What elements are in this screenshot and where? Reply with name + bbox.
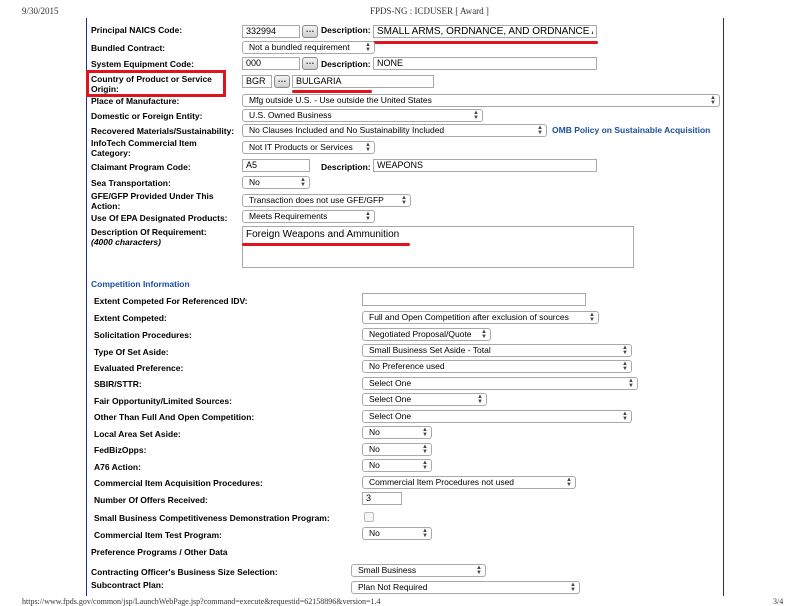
evaluated-preference-select[interactable]: No Preference used ▲ ▼ [362,360,632,373]
chevron-updown-icon: ▲ ▼ [566,477,572,488]
chevron-updown-icon: ▲ ▼ [476,565,482,576]
naics-description-label: Description: [321,25,371,35]
extent-competed-select[interactable]: Full and Open Competition after exclusion of sources ▲ ▼ [362,311,599,324]
place-of-manufacture-label: Place of Manufacture: [91,96,180,106]
system-equipment-description-input[interactable] [373,57,597,70]
bundled-select[interactable]: Not a bundled requirement ▲ ▼ [242,41,375,54]
competition-label: Fair Opportunity/Limited Sources: [94,396,232,406]
business-size-label: Contracting Officer's Business Size Selection: [91,567,278,577]
print-title: FPDS-NG : ICDUSER [ Award ] [370,6,489,16]
omb-policy-link[interactable]: OMB Policy on Sustainable Acquisition [552,125,711,135]
sbir-sttr-select[interactable]: Select One ▲ ▼ [362,377,638,390]
small-business-demo-checkbox[interactable] [364,512,374,522]
chevron-updown-icon: ▲ ▼ [622,411,628,422]
competition-label: Small Business Competitiveness Demonstration Program: [94,513,330,523]
system-equipment-description-label: Description: [321,59,371,69]
gfe-select[interactable]: Transaction does not use GFE/GFP ▲ ▼ [242,194,411,207]
country-label: Country of Product or Service Origin: [91,74,212,94]
naics-highlight-underline [373,41,598,44]
fair-opportunity-select[interactable]: Select One ▲ ▼ [362,393,487,406]
place-of-manufacture-select[interactable]: Mfg outside U.S. - Use outside the United States ▲ ▼ [242,94,720,107]
claimant-description-input[interactable] [373,159,597,172]
chevron-updown-icon: ▲ ▼ [422,460,428,471]
chevron-updown-icon: ▲ ▼ [422,427,428,438]
left-border [86,18,87,596]
sea-transportation-select[interactable]: No ▲ ▼ [242,176,310,189]
description-highlight-underline [242,243,410,246]
chevron-updown-icon: ▲ ▼ [537,125,543,136]
set-aside-type-select[interactable]: Small Business Set Aside - Total ▲ ▼ [362,344,632,357]
chevron-updown-icon: ▲ ▼ [473,110,479,121]
fedbizopps-select[interactable]: No ▲ ▼ [362,443,432,456]
right-border [723,18,724,596]
claimant-code-input[interactable] [242,159,310,172]
chevron-updown-icon: ▲ ▼ [422,444,428,455]
chevron-updown-icon: ▲ ▼ [589,312,595,323]
epa-label: Use Of EPA Designated Products: [91,213,228,223]
naics-code-input[interactable] [242,25,300,38]
competition-label: A76 Action: [94,462,141,472]
competition-label: FedBizOpps: [94,445,147,455]
print-date: 9/30/2015 [22,6,59,16]
competition-label: Evaluated Preference: [94,363,184,373]
print-url: https://www.fpds.gov/common/jsp/LaunchWebPage.jsp?command=execute&requestid=62158896&version=1.4 [22,597,381,606]
competition-label: Number Of Offers Received: [94,495,208,505]
naics-description-input[interactable] [373,25,597,38]
competition-label: Extent Competed For Referenced IDV: [94,296,248,306]
epa-select[interactable]: Meets Requirements ▲ ▼ [242,210,375,223]
description-requirement-label: Description Of Requirement: (4000 characters) [91,227,207,247]
chevron-updown-icon: ▲ ▼ [365,142,371,153]
infotech-select[interactable]: Not IT Products or Services ▲ ▼ [242,141,375,154]
country-lookup-button[interactable]: … [274,75,290,88]
competition-section-title: Competition Information [91,279,190,289]
chevron-updown-icon: ▲ ▼ [365,211,371,222]
description-requirement-textarea[interactable] [242,226,634,268]
recovered-materials-label: Recovered Materials/Sustainability: [91,126,235,136]
solicitation-procedures-select[interactable]: Negotiated Proposal/Quote ▲ ▼ [362,328,491,341]
chevron-updown-icon: ▲ ▼ [300,177,306,188]
domestic-foreign-select[interactable]: U.S. Owned Business ▲ ▼ [242,109,483,122]
claimant-description-label: Description: [321,162,371,172]
a76-action-select[interactable]: No ▲ ▼ [362,459,432,472]
system-equipment-label: System Equipment Code: [91,59,194,69]
commercial-item-test-select[interactable]: No ▲ ▼ [362,527,432,540]
local-area-set-aside-select[interactable]: No ▲ ▼ [362,426,432,439]
competition-label: Type Of Set Aside: [94,347,169,357]
country-description-input[interactable] [292,75,434,88]
country-code-input[interactable] [242,75,272,88]
subcontract-plan-label: Subcontract Plan: [91,580,164,590]
chevron-updown-icon: ▲ ▼ [422,528,428,539]
competition-label: Commercial Item Acquisition Procedures: [94,478,263,488]
page-number: 3/4 [773,597,784,606]
number-of-offers-input[interactable] [362,492,402,505]
claimant-label: Claimant Program Code: [91,162,191,172]
chevron-updown-icon: ▲ ▼ [622,361,628,372]
chevron-updown-icon: ▲ ▼ [710,95,716,106]
chevron-updown-icon: ▲ ▼ [477,394,483,405]
commercial-item-procedures-select[interactable]: Commercial Item Procedures not used ▲ ▼ [362,476,576,489]
business-size-select[interactable]: Small Business ▲ ▼ [351,564,486,577]
chevron-updown-icon: ▲ ▼ [481,329,487,340]
other-than-full-open-select[interactable]: Select One ▲ ▼ [362,410,632,423]
subcontract-plan-select[interactable]: Plan Not Required ▲ ▼ [351,581,580,594]
bundled-label: Bundled Contract: [91,43,166,53]
chevron-updown-icon: ▲ ▼ [365,42,371,53]
infotech-label: InfoTech Commercial Item Category: [91,138,197,158]
system-equipment-lookup-button[interactable]: … [302,57,318,70]
chevron-updown-icon: ▲ ▼ [570,582,576,593]
competition-label: Commercial Item Test Program: [94,530,222,540]
naics-label: Principal NAICS Code: [91,25,183,35]
recovered-materials-select[interactable]: No Clauses Included and No Sustainability Included ▲ ▼ [242,124,547,137]
competition-label: Other Than Full And Open Competition: [94,412,255,422]
naics-lookup-button[interactable]: … [302,25,318,38]
chevron-updown-icon: ▲ ▼ [401,195,407,206]
domestic-foreign-label: Domestic or Foreign Entity: [91,111,203,121]
extent-competed-idv-input[interactable] [362,293,586,306]
preference-section-title: Preference Programs / Other Data [91,547,228,557]
competition-label: SBIR/STTR: [94,379,142,389]
competition-label: Solicitation Procedures: [94,330,192,340]
chevron-updown-icon: ▲ ▼ [628,378,634,389]
sea-transportation-label: Sea Transportation: [91,178,171,188]
country-highlight-underline [292,90,372,93]
system-equipment-code-input[interactable] [242,57,300,70]
competition-label: Extent Competed: [94,313,167,323]
chevron-updown-icon: ▲ ▼ [622,345,628,356]
gfe-label: GFE/GFP Provided Under This Action: [91,191,214,211]
competition-label: Local Area Set Aside: [94,429,181,439]
